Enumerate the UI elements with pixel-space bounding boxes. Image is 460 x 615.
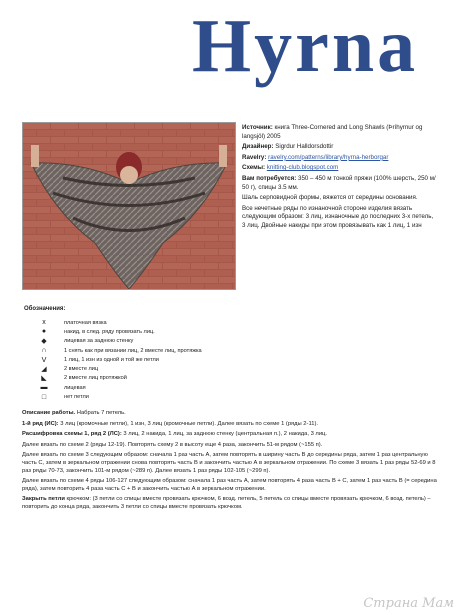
row1-text: 3 лиц (кромочные петли), 1 изн, 3 лиц (кромочные петли). Далее вязать по схеме 1 (ряды 2-11). (60, 420, 319, 427)
legend-item-text: платочная вязка (64, 319, 107, 326)
pattern-instructions (22, 410, 438, 515)
source-text: книга Three-Cornered and Long Shawls (Þríhyrnur og langsjöl) 2005 (242, 124, 423, 140)
source-label: Источник: (242, 124, 273, 131)
scheme4-paragraph: Далее вязать по схеме 4 ряды 106-127 следующим образом: сначала 1 раз часть А, затем повторять 4 раза часть В + С, затем 1 раз часть В (= середина ряда), затем повторить 4 раза часть С + В и закончить частью А в зеркальном отражении. (22, 478, 437, 492)
designer-label: Дизайнер: (242, 143, 274, 151)
v-icon: Ⅴ (41, 356, 47, 364)
work-description-text: Набрать 7 петель. (76, 410, 126, 416)
legend-title: Обозначения: (24, 306, 66, 312)
legend-item (24, 392, 284, 401)
schemes-link[interactable]: knitting-club.blogspot.com (266, 164, 339, 172)
legend-item-text: лицевая за заднюю стенку (64, 338, 134, 345)
legend-item-text: 1 снять как при вязании лиц, 2 вместе лиц, протяжка (64, 347, 202, 354)
bind-off-label: Закрыть петли (22, 496, 65, 503)
legend-item-text: 1 лиц, 1 изн из одной и той же петли (64, 356, 159, 363)
dot-icon: ● (41, 328, 47, 336)
shawl-photo (22, 122, 236, 290)
work-description-label: Описание работы. (22, 410, 76, 416)
description-shape: Шаль серповидной формы, вяжется от середины основания. (242, 194, 418, 202)
bar-icon: ▬ (40, 384, 48, 392)
legend-item (24, 337, 284, 346)
empty-square-icon: □ (41, 393, 47, 401)
ravelry-label: Ravelry: (242, 153, 267, 161)
triangle-right-icon: ◢ (41, 366, 47, 374)
legend-item (24, 364, 284, 373)
needs-text: 350 – 450 м тонкой пряжи (100% шерсть, 250 м/ 50 г), спицы 3.5 мм. (242, 174, 436, 191)
scheme1-label: Расшифровка схемы 1, ряд 2 (ЛС): (22, 431, 122, 438)
legend-item-text: накид, в след. ряду провязать лиц. (64, 328, 155, 335)
arch-icon: ∩ (41, 347, 47, 355)
pattern-info (242, 124, 438, 233)
legend-item-text: лицевая (64, 384, 86, 391)
description-odd-rows: Все нечетные ряды по изнаночной стороне изделия вязать следующим образом: 3 лиц, изнаночные до последних 3-х петель, 3 лиц. Двойные накиды при этом провязывать как 1 лиц, 1 изн (242, 204, 434, 229)
bind-off-text: крючком: (3 петли со спицы вместе провязать крючком, 6 возд. петель, 5 петель со спицы вместе провязать крючком, 6 возд. петель) – повторить до конца ряда, закончить 3 петли со спицы вместе провязать крючком. (22, 496, 431, 510)
legend-item (24, 374, 284, 383)
legend-item (24, 355, 284, 364)
needs-label: Вам потребуется: (242, 174, 297, 182)
row1-label: 1-й ряд (ИС): (22, 420, 59, 427)
legend-item (24, 383, 284, 392)
scheme3-paragraph: Далее вязать по схеме 3 следующим образом: сначала 1 раз часть А, затем повторять в ширину часть В до середины ряда, затем 1 раз центральную часть С, затем в зеркальном отражении снова повторять часть В и закончить частью А в зеркальном отражении. По схеме 3 вязать 1 раз ряды 52-69 и 8 раз ряды 70-73, закончить 101-м рядом (~289 п). Далее вязать 1 раз ряды 102-105 (~299 п). (22, 452, 436, 474)
ravelry-link[interactable]: ravelry.com/patterns/library/hyrna-herborgar (268, 153, 389, 161)
scheme1-text: 3 лиц, 2 накида, 1 лиц, за заднюю стенку (центральная п.), 2 накида, 3 лиц. (123, 431, 327, 438)
scheme2-paragraph: Далее вязать по схеме 2 (ряды 12-19). Повторять схему 2 в высоту еще 4 раза, закончить 51-м рядом (~155 п). (22, 441, 323, 448)
diamond-icon: ◆ (41, 338, 47, 346)
legend (24, 306, 284, 402)
triangle-left-icon: ◣ (41, 375, 47, 383)
watermark: Страна Мам (363, 596, 454, 611)
legend-item-text: 2 вместе лиц протяжкой (64, 375, 127, 382)
legend-item-text: нет петли (64, 394, 89, 401)
legend-item (24, 318, 284, 327)
legend-item (24, 327, 284, 336)
designer-text: Sigrdur Halldorsdottir (275, 143, 334, 151)
schemes-label: Схемы: (242, 164, 266, 172)
cross-icon: x (42, 319, 46, 327)
page-title: Hyrna (192, 4, 419, 88)
legend-item (24, 346, 284, 355)
legend-item-text: 2 вместе лиц (64, 366, 99, 373)
